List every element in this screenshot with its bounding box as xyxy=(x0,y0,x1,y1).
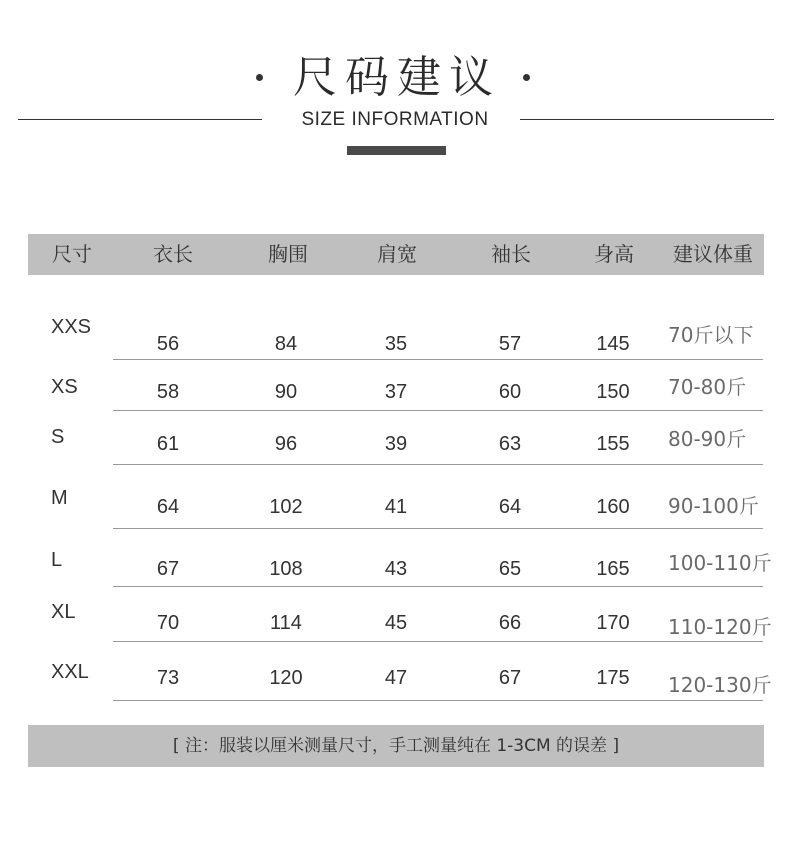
cell-sleeve: 63 xyxy=(498,433,522,455)
cell-shoulder: 41 xyxy=(384,496,408,518)
cell-height: 165 xyxy=(596,558,630,580)
cell-shoulder: 35 xyxy=(384,333,408,355)
cell-sleeve: 64 xyxy=(498,496,522,518)
cell-shoulder: 43 xyxy=(384,558,408,580)
size-label: L xyxy=(51,549,63,571)
cell-weight: 70斤以下 xyxy=(668,323,754,347)
cell-sleeve: 57 xyxy=(498,333,522,355)
cell-shoulder: 45 xyxy=(384,612,408,634)
divider-left xyxy=(18,119,262,120)
table-header xyxy=(28,234,764,275)
cell-height: 145 xyxy=(596,333,630,355)
header-length: 衣长 xyxy=(153,242,193,266)
cell-chest: 90 xyxy=(274,381,298,403)
cell-height: 150 xyxy=(596,381,630,403)
cell-weight: 120-130斤 xyxy=(668,673,772,697)
cell-sleeve: 66 xyxy=(498,612,522,634)
cell-height: 155 xyxy=(596,433,630,455)
header-sleeve: 袖长 xyxy=(491,242,531,266)
row-divider xyxy=(113,528,763,529)
row-divider xyxy=(113,359,763,360)
title-dot-right xyxy=(523,74,530,81)
header-height: 身高 xyxy=(594,242,634,266)
title-dot-left xyxy=(256,74,263,81)
cell-chest: 96 xyxy=(274,433,298,455)
cell-chest: 108 xyxy=(269,558,303,580)
size-label: XL xyxy=(51,601,76,623)
footnote-text: [ 注：服装以厘米测量尺寸，手工测量纯在 1-3CM 的误差 ] xyxy=(172,736,620,756)
page-title: 尺码建议 xyxy=(293,52,501,103)
cell-height: 170 xyxy=(596,612,630,634)
cell-chest: 114 xyxy=(270,612,302,634)
row-divider xyxy=(113,410,763,411)
cell-chest: 120 xyxy=(269,667,303,689)
cell-length: 67 xyxy=(156,558,180,580)
size-label: S xyxy=(51,426,65,448)
size-label: XXS xyxy=(51,316,92,338)
divider-right xyxy=(520,119,774,120)
header-weight: 建议体重 xyxy=(673,242,753,266)
row-divider xyxy=(113,464,763,465)
cell-weight: 70-80斤 xyxy=(668,375,747,399)
size-label: XXL xyxy=(51,661,89,683)
cell-chest: 84 xyxy=(274,333,298,355)
cell-sleeve: 67 xyxy=(498,667,522,689)
cell-weight: 100-110斤 xyxy=(668,551,772,575)
row-divider xyxy=(113,641,763,642)
cell-height: 175 xyxy=(596,667,630,689)
page-subtitle: SIZE INFORMATION xyxy=(301,109,489,130)
cell-length: 58 xyxy=(156,381,180,403)
cell-shoulder: 37 xyxy=(384,381,408,403)
header-chest: 胸围 xyxy=(268,242,308,266)
accent-bar xyxy=(347,146,446,155)
cell-shoulder: 39 xyxy=(384,433,408,455)
cell-length: 56 xyxy=(156,333,180,355)
size-label: XS xyxy=(51,376,78,398)
cell-length: 73 xyxy=(156,667,180,689)
cell-height: 160 xyxy=(596,496,630,518)
header-size: 尺寸 xyxy=(52,242,92,266)
row-divider xyxy=(113,700,763,701)
cell-chest: 102 xyxy=(269,496,303,518)
cell-sleeve: 65 xyxy=(498,558,522,580)
size-label: M xyxy=(51,487,68,509)
cell-weight: 110-120斤 xyxy=(668,615,772,639)
cell-sleeve: 60 xyxy=(498,381,522,403)
header-shoulder: 肩宽 xyxy=(377,242,417,266)
row-divider xyxy=(113,586,763,587)
footnote-bar xyxy=(28,725,764,767)
cell-length: 64 xyxy=(156,496,180,518)
cell-weight: 80-90斤 xyxy=(668,427,747,451)
title-row xyxy=(0,48,790,108)
cell-length: 70 xyxy=(156,612,180,634)
cell-length: 61 xyxy=(156,433,180,455)
cell-weight: 90-100斤 xyxy=(668,494,759,518)
cell-shoulder: 47 xyxy=(384,667,408,689)
